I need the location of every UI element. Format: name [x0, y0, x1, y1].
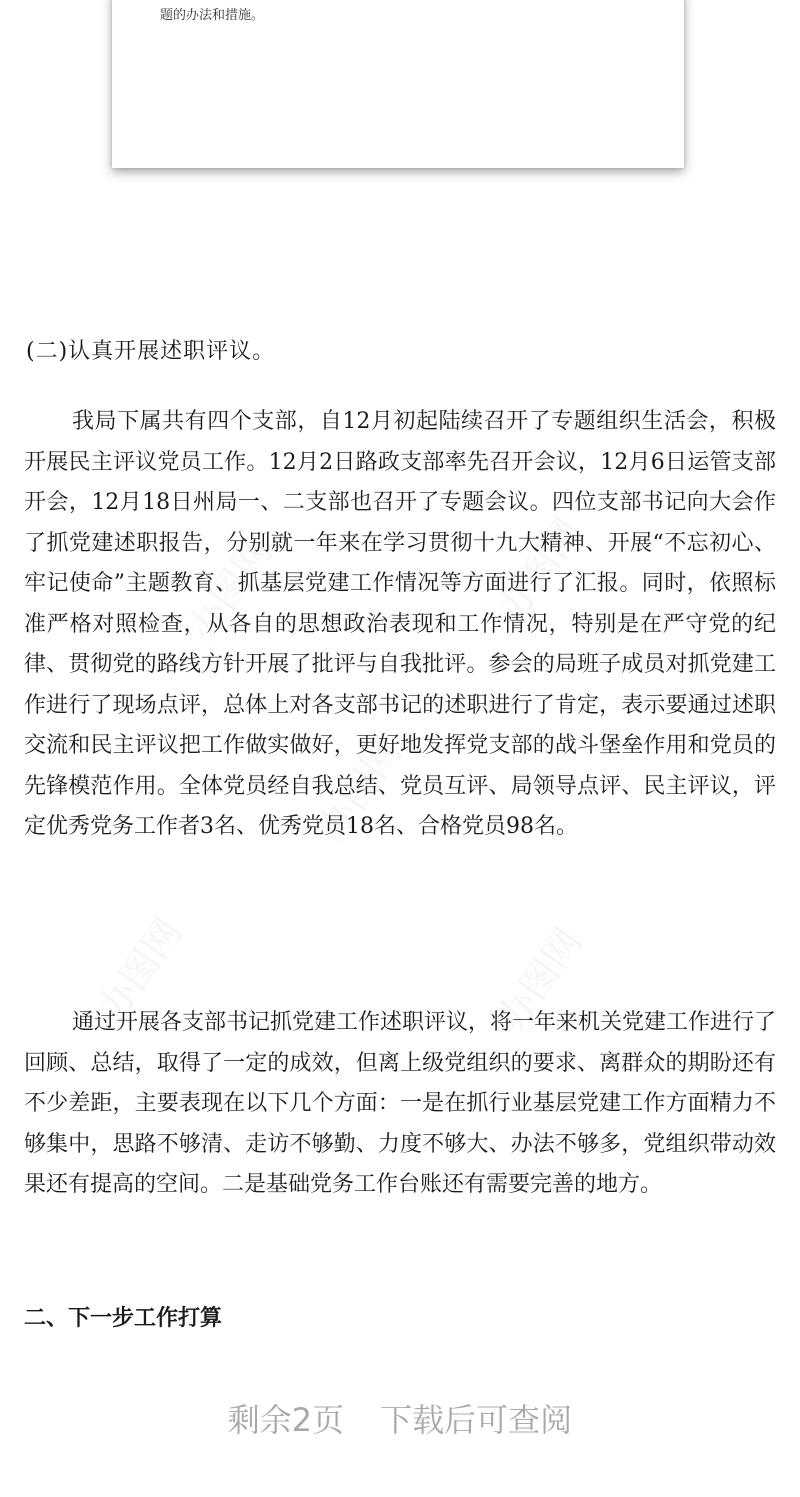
section-title: (二)认真开展述职评议。: [26, 339, 276, 364]
body-paragraph: 通过开展各支部书记抓党建工作述职评议，将一年来机关党建工作进行了回顾、总结，取得了一定的成效，但离上级党组织的要求、离群众的期盼还有不少差距，主要表现在以下几个方面：一是在抓行业基层党建工作方面精力不够集中，思路不够清、走访不够勤、力度不够大、办法不够多，党组织带动效果还有提高的空间。二是基础党务工作台账还有需要完善的地方。: [24, 1010, 777, 1197]
download-action-label: 下载后可查阅: [380, 1401, 573, 1439]
previous-page-card: [112, 0, 684, 168]
body-paragraph: 我局下属共有四个支部，自12月初起陆续召开了专题组织生活会，积极开展民主评议党员工作。12月2日路政支部率先召开会议，12月6日运管支部开会，12月18日州局一、二支部也召开了专题会议。四位支部书记向大会作了抓党建述职报告，分别就一年来在学习贯彻十九大精神、开展“不忘初心、牢记使命”主题教育、抓基层党建工作情况等方面进行了汇报。同时，依照标准严格对照检查，从各自的思想政治表现和工作情况，特别是在严守党的纪律、贯彻党的路线方针开展了批评与自我批评。参会的局班子成员对抓党建工作进行了现场点评，总体上对各支部书记的述职进行了肯定，表示要通过述职交流和民主评议把工作做实做好，更好地发挥党支部的战斗堡垒作用和党员的先锋模范作用。全体党员经自我总结、党员互评、局领导点评、民主评议，评定优秀党务工作者3名、优秀党员18名、合格党员98名。: [24, 409, 776, 839]
remaining-pages-label: 剩余2页: [227, 1401, 345, 1439]
download-to-read-button[interactable]: [0, 1395, 800, 1441]
next-section-heading: 二、下一步工作打算: [24, 1306, 223, 1331]
previous-page-tail-text: 题的办法和措施。: [160, 8, 265, 23]
